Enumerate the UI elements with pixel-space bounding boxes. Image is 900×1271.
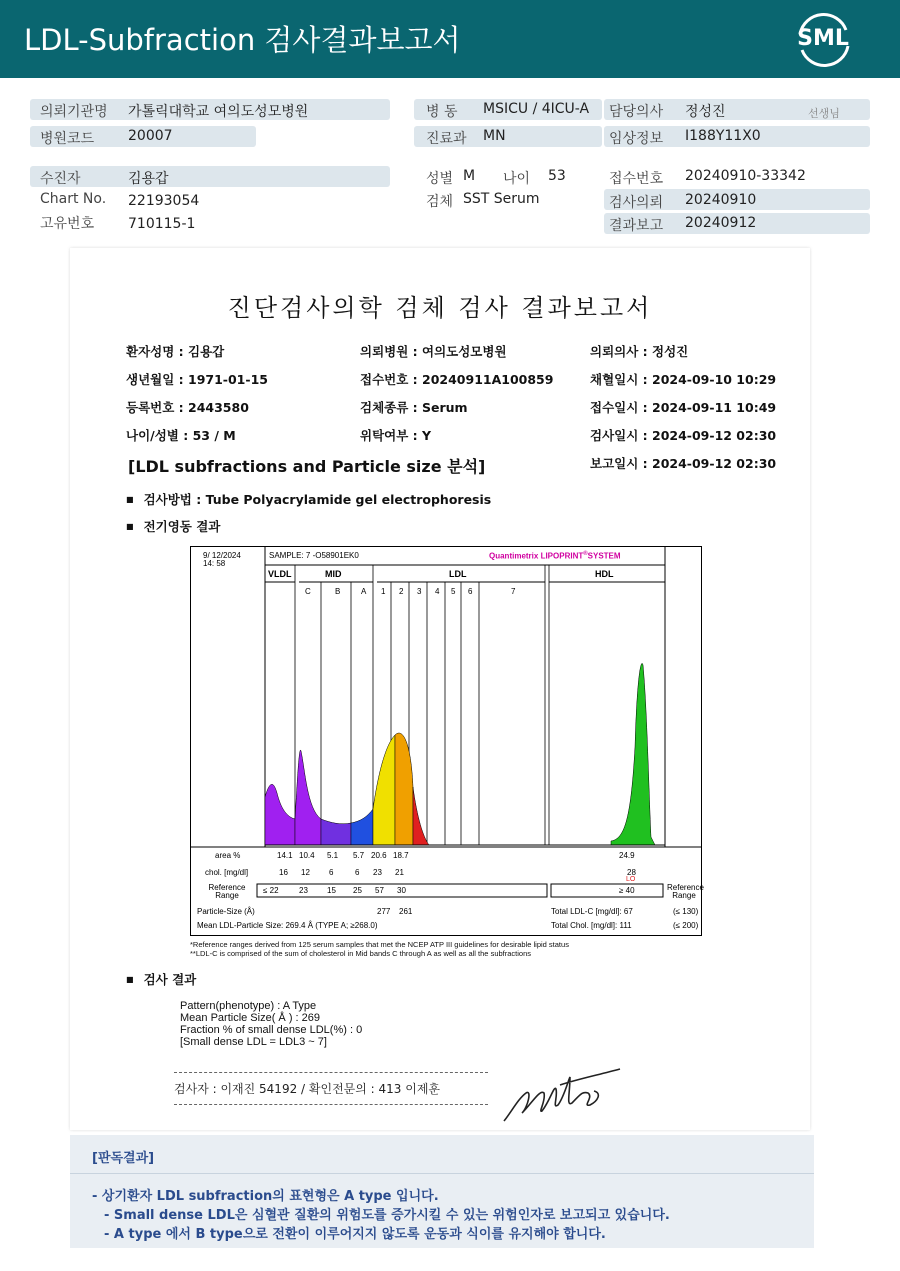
report-label: 결과보고 — [609, 218, 664, 234]
doctor-label: 담당의사 — [609, 104, 664, 120]
sign-dash-top — [174, 1072, 488, 1073]
total-ldl: Total LDL-C [mg/dl]: 67 — [551, 907, 633, 916]
fraction-line: Fraction % of small dense LDL(%) : 0 — [180, 1024, 363, 1036]
signature — [498, 1063, 628, 1127]
uid-value: 710115-1 — [128, 216, 196, 232]
interp-separator — [70, 1173, 814, 1174]
hospcode-value: 20007 — [128, 128, 173, 144]
size-label: Particle-Size (Å) — [197, 907, 255, 916]
ref-value: ≥ 40 — [619, 886, 635, 895]
ref-label-right: Reference Range — [667, 883, 704, 900]
patient-label: 수진자 — [40, 171, 81, 187]
ref-box-hdl — [551, 884, 663, 897]
ref-label: Reference Range — [208, 883, 246, 900]
ldl-sub-label: 4 — [435, 587, 440, 596]
clinical-label: 임상정보 — [609, 131, 664, 147]
electro-head: ■ 전기영동 결과 — [126, 517, 220, 535]
chart-label: Chart No. — [40, 191, 107, 207]
collect-time: 채혈일시 : 2024-09-10 10:29 — [590, 372, 777, 387]
area-value: 14.1 — [277, 851, 293, 860]
ref-value: 25 — [353, 886, 362, 895]
chol-value: 12 — [301, 868, 310, 877]
specimen-label: 검체 — [426, 194, 454, 210]
report-header — [0, 0, 900, 78]
ldl-sub-label: 2 — [399, 587, 404, 596]
mid-sub-label: B — [335, 587, 341, 596]
interp-line-3: - A type 에서 B type으로 전환이 이루어지지 않도록 운동과 식이를 유지해야 합니다. — [104, 1227, 606, 1242]
result-head: ■ 검사 결과 — [126, 970, 196, 988]
chart-value: 22193054 — [128, 193, 200, 209]
area-label: area % — [215, 851, 241, 860]
hdl-peak — [611, 663, 655, 845]
area-value: 5.7 — [353, 851, 365, 860]
req-doctor: 의뢰의사 : 정성진 — [590, 344, 689, 359]
clinical-value: I188Y11X0 — [685, 128, 761, 144]
area-value: 10.4 — [299, 851, 315, 860]
area-value: 20.6 — [371, 851, 387, 860]
chol-value: 16 — [279, 868, 288, 877]
receive-time: 접수일시 : 2024-09-11 10:49 — [590, 400, 777, 415]
sex-value: M — [463, 168, 476, 184]
chol-value: 6 — [355, 868, 360, 877]
chart-sample: SAMPLE: 7 -O58901EK0 — [269, 551, 359, 560]
chol-value: 23 — [373, 868, 382, 877]
ldl-sub-label: 5 — [451, 587, 456, 596]
doctor-value: 정성진 — [685, 104, 726, 120]
specimen-type: 검체종류 : Serum — [360, 400, 468, 415]
mid-sub-label: A — [361, 587, 367, 596]
method-line: ■ 검사방법 : Tube Polyacrylamide gel electrophoresis — [126, 490, 491, 508]
chol-value: 28 — [627, 868, 636, 877]
patient-bar — [30, 166, 390, 187]
interp-line-1: - 상기환자 LDL subfraction의 표현형은 A type 입니다. — [92, 1189, 439, 1204]
band-hdl: HDL — [595, 569, 614, 579]
req-hospital: 의뢰병원 : 여의도성모병원 — [360, 344, 507, 359]
sign-dash-bottom — [174, 1104, 488, 1105]
examiner-line: 검사자 : 이재진 54192 / 확인전문의 : 413 이제훈 — [174, 1082, 441, 1096]
mid-a-peak — [351, 809, 373, 845]
age-value: 53 — [548, 168, 566, 184]
receipt-value: 20240910-33342 — [685, 168, 806, 184]
band-ldl: LDL — [449, 569, 467, 579]
ref-value: 57 — [375, 886, 384, 895]
ldl-sub-label: 7 — [511, 587, 516, 596]
ref-value: 30 — [397, 886, 406, 895]
ward-value: MSICU / 4ICU-A — [483, 101, 590, 117]
note-2: **LDL-C is comprised of the sum of cholesterol in Mid bands C through A as well as all the subfractions — [190, 949, 532, 958]
specimen-value: SST Serum — [463, 191, 540, 207]
ldl-sub-label: 1 — [381, 587, 386, 596]
ldl1-peak — [373, 735, 395, 845]
request-label: 검사의뢰 — [609, 195, 664, 211]
brand-suffix: SYSTEM — [587, 551, 621, 561]
band-mid: MID — [325, 569, 342, 579]
sdldl-line: [Small dense LDL = LDL3 ~ 7] — [180, 1036, 327, 1048]
ward-label: 병 동 — [426, 104, 458, 120]
size-1: 277 — [377, 907, 391, 916]
report-value: 20240912 — [685, 215, 757, 231]
size-2: 261 — [399, 907, 413, 916]
dept-value: MN — [483, 128, 506, 144]
header-title: LDL-Subfraction 검사결과보고서 — [24, 23, 461, 57]
hospcode-label: 병원코드 — [40, 131, 95, 147]
birth-date: 생년월일 : 1971-01-15 — [126, 372, 268, 387]
mean-size: Mean LDL-Particle Size: 269.4 Å (TYPE A; ≥268.0) — [197, 921, 378, 930]
chol-value: 6 — [329, 868, 334, 877]
brand-name: Quantimetrix LIPOPRINT — [489, 551, 584, 561]
chart-date: 9/ 12/2024 — [203, 551, 241, 560]
interp-line-2: - Small dense LDL은 심혈관 질환의 위험도를 증가시킬 수 있는 위험인자로 보고되고 있습니다. — [104, 1208, 670, 1223]
outsourced: 위탁여부 : Y — [360, 428, 432, 443]
request-value: 20240910 — [685, 192, 757, 208]
dept-label: 진료과 — [426, 131, 467, 147]
ldl-sub-label: 3 — [417, 587, 422, 596]
interp-head: [판독결과] — [92, 1151, 155, 1166]
area-value: 5.1 — [327, 851, 339, 860]
sml-logo — [792, 10, 854, 68]
age-label: 나이 — [503, 171, 531, 187]
mid-c-peak — [295, 750, 321, 845]
note-1: *Reference ranges derived from 125 serum samples that met the NCEP ATP III guidelines for desirable lipid status — [190, 940, 569, 949]
chart-time: 14: 58 — [203, 559, 226, 568]
reg-no: 등록번호 : 2443580 — [126, 400, 249, 415]
uid-label: 고유번호 — [40, 216, 95, 232]
doctor-suffix: 선생님 — [808, 107, 840, 120]
mean-size-line: Mean Particle Size( Å ) : 269 — [180, 1012, 321, 1024]
ref-value: 15 — [327, 886, 336, 895]
test-time: 검사일시 : 2024-09-12 02:30 — [590, 428, 777, 443]
mid-b-peak — [321, 819, 351, 845]
ref-value: ≤ 22 — [263, 886, 279, 895]
area-value: 24.9 — [619, 851, 635, 860]
receipt-label: 접수번호 — [609, 171, 664, 187]
vldl-peak — [265, 784, 295, 845]
logo-text: SML — [797, 26, 849, 51]
section-title: [LDL subfractions and Particle size 분석] — [128, 457, 486, 476]
area-value: 18.7 — [393, 851, 409, 860]
total-chol: Total Chol. [mg/dl]: 111 — [551, 921, 632, 930]
pattern-line: Pattern(phenotype) : A Type — [180, 1000, 317, 1012]
electrophoresis-svg — [191, 547, 704, 935]
band-vldl: VLDL — [268, 569, 292, 579]
chol-value: 21 — [395, 868, 404, 877]
chol-label: chol. [mg/dl] — [205, 868, 249, 877]
patient-name: 환자성명 : 김용갑 — [126, 344, 225, 359]
chol-flag: LO — [626, 876, 636, 883]
ldl2-peak — [395, 733, 413, 845]
req-receipt: 접수번호 : 20240911A100859 — [360, 372, 554, 387]
interpretation-box — [70, 1135, 814, 1248]
age-sex: 나이/성별 : 53 / M — [126, 428, 236, 443]
report-time: 보고일시 : 2024-09-12 02:30 — [590, 456, 777, 471]
doc-title: 진단검사의학 검체 검사 결과보고서 — [227, 294, 653, 322]
sex-label: 성별 — [426, 171, 454, 187]
total-ldl-ref: (≤ 130) — [673, 907, 699, 916]
ldl-sub-label: 6 — [468, 587, 473, 596]
ref-value: 23 — [299, 886, 308, 895]
total-chol-ref: (≤ 200) — [673, 921, 699, 930]
report-paper — [70, 248, 810, 1130]
electrophoresis-chart — [190, 546, 702, 936]
patient-value: 김용갑 — [128, 171, 169, 187]
mid-sub-label: C — [305, 587, 311, 596]
hospital-value: 가톨릭대학교 여의도성모병원 — [128, 104, 309, 120]
hospital-label: 의뢰기관명 — [40, 104, 108, 120]
chart-brand: Quantimetrix LIPOPRINT®SYSTEM — [489, 551, 621, 561]
